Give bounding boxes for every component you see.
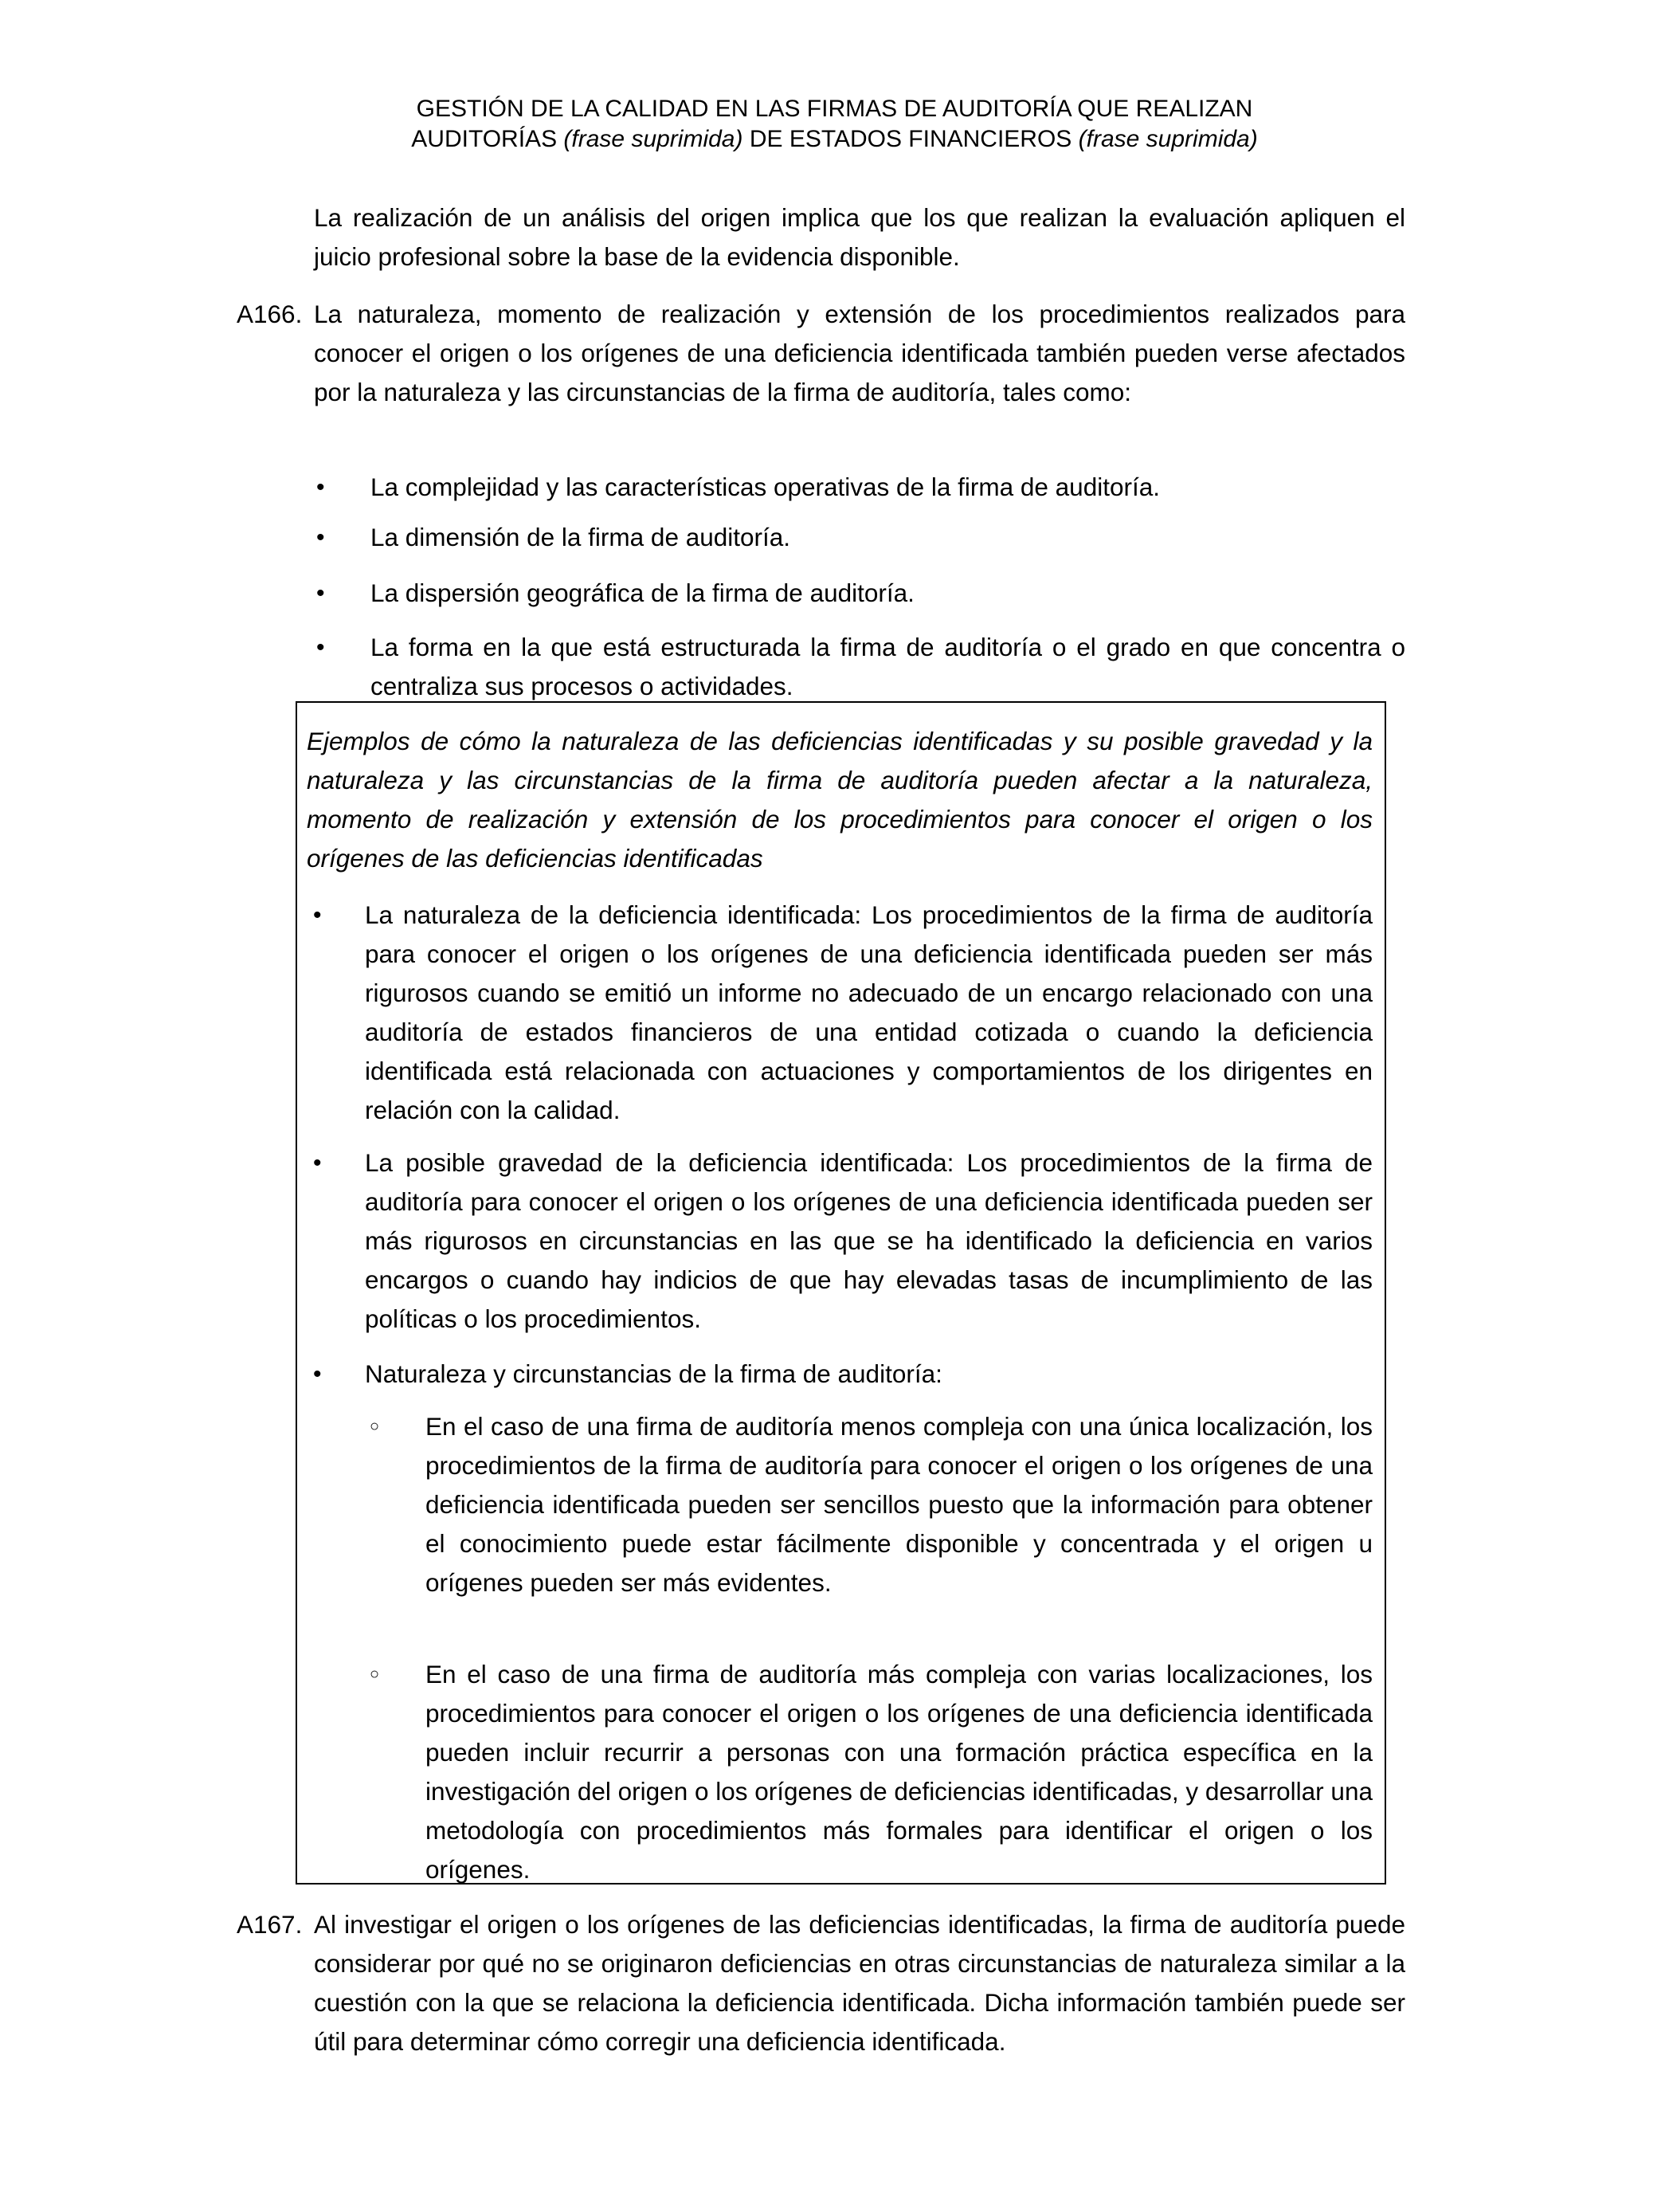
paragraph-a166: La naturaleza, momento de realización y extensión de los procedimientos realizados para conocer el origen o los orígenes de una deficiencia identificada también pueden verse afectados por la naturaleza y las circunstancias de la firma de auditoría, tales como: [314,300,1405,406]
bullet-icon: • [316,524,325,551]
bullet-icon: • [316,634,325,661]
paragraph-number-a167: A167. [237,1910,303,1939]
bullet-icon: • [313,1150,322,1176]
example-box-title: Ejemplos de cómo la naturaleza de las deficiencias identificadas y su posible gravedad y la naturaleza y las circunstancias de la firma de auditoría pueden afectar a la naturaleza, momento de realización y extensión de los procedimientos para conocer el origen o los orígenes de las deficiencias identificadas [307,727,1373,873]
intro-paragraph: La realización de un análisis del origen implica que los que realizan la evaluación apliquen el juicio profesional sobre la base de la evidencia disponible. [314,203,1405,271]
circle-bullet-icon: ○ [370,1418,380,1435]
header-line-2 [239,124,1430,155]
bullet-icon: • [316,474,325,500]
paragraph-a167: Al investigar el origen o los orígenes de las deficiencias identificadas, la firma de auditoría puede considerar por qué no se originaron deficiencias en otras circunstancias de naturaleza similar a la cuestión con la que se relaciona la deficiencia identificada. Dicha información también puede ser útil para determinar cómo corregir una deficiencia identificada. [314,1910,1405,2056]
circle-bullet-icon: ○ [370,1665,380,1683]
example-box-subitem-1: En el caso de una firma de auditoría menos compleja con una única localización, los procedimientos de la firma de auditoría para conocer el origen o los orígenes de una deficiencia identificada pueden ser sencillos puesto que la información para obtener el conocimiento puede estar fácilmente disponible y concentrada y el origen u orígenes pueden ser más evidentes. [425,1412,1373,1597]
example-box-item-1: La naturaleza de la deficiencia identificada: Los procedimientos de la firma de auditoría para conocer el origen o los orígenes de una deficiencia identificada pueden ser más rigurosos cuando se emitió un informe no adecuado de un encargo relacionado con una auditoría de estados financieros de una entidad cotizada o cuando la deficiencia identificada está relacionada con actuaciones y comportamientos de los dirigentes en relación con la calidad. [365,900,1373,1124]
bullet-icon: • [316,580,325,606]
header-line-1: GESTIÓN DE LA CALIDAD EN LAS FIRMAS DE AUDITORÍA QUE REALIZAN [416,96,1253,122]
a166-bullet-1: La complejidad y las características operativas de la firma de auditoría. [370,473,1160,501]
bullet-icon: • [313,902,322,928]
a166-bullet-4: La forma en la que está estructurada la firma de auditoría o el grado en que concentra o centraliza sus procesos o actividades. [370,633,1405,700]
header-line-2-part-c: DE ESTADOS FINANCIEROS [742,126,1079,152]
header-omitted-phrase-2: (frase suprimida) [1078,126,1258,152]
bullet-icon: • [313,1361,322,1387]
example-box-item-2: La posible gravedad de la deficiencia identificada: Los procedimientos de la firma de auditoría para conocer el origen o los orígenes de una deficiencia identificada pueden ser más rigurosos en circunstancias en las que se ha identificado la deficiencia en varios encargos o cuando hay indicios de que hay elevadas tasas de incumplimiento de las políticas o los procedimientos. [365,1148,1373,1333]
example-box-item-3: Naturaleza y circunstancias de la firma de auditoría: [365,1359,942,1388]
a166-bullet-3: La dispersión geográfica de la firma de auditoría. [370,578,915,607]
paragraph-number-a166: A166. [237,300,303,328]
page-header [239,94,1430,155]
header-line-2-part-a: AUDITORÍAS [411,126,564,152]
example-box-subitem-2: En el caso de una firma de auditoría más compleja con varias localizaciones, los procedimientos para conocer el origen o los orígenes de una deficiencia identificada pueden incluir recurrir a personas con una formación práctica específica en la investigación del origen o los orígenes de deficiencias identificadas, y desarrollar una metodología con procedimientos más formales para identificar el origen o los orígenes. [425,1660,1373,1884]
a166-bullet-2: La dimensión de la firma de auditoría. [370,523,791,551]
header-omitted-phrase-1: (frase suprimida) [563,126,743,152]
